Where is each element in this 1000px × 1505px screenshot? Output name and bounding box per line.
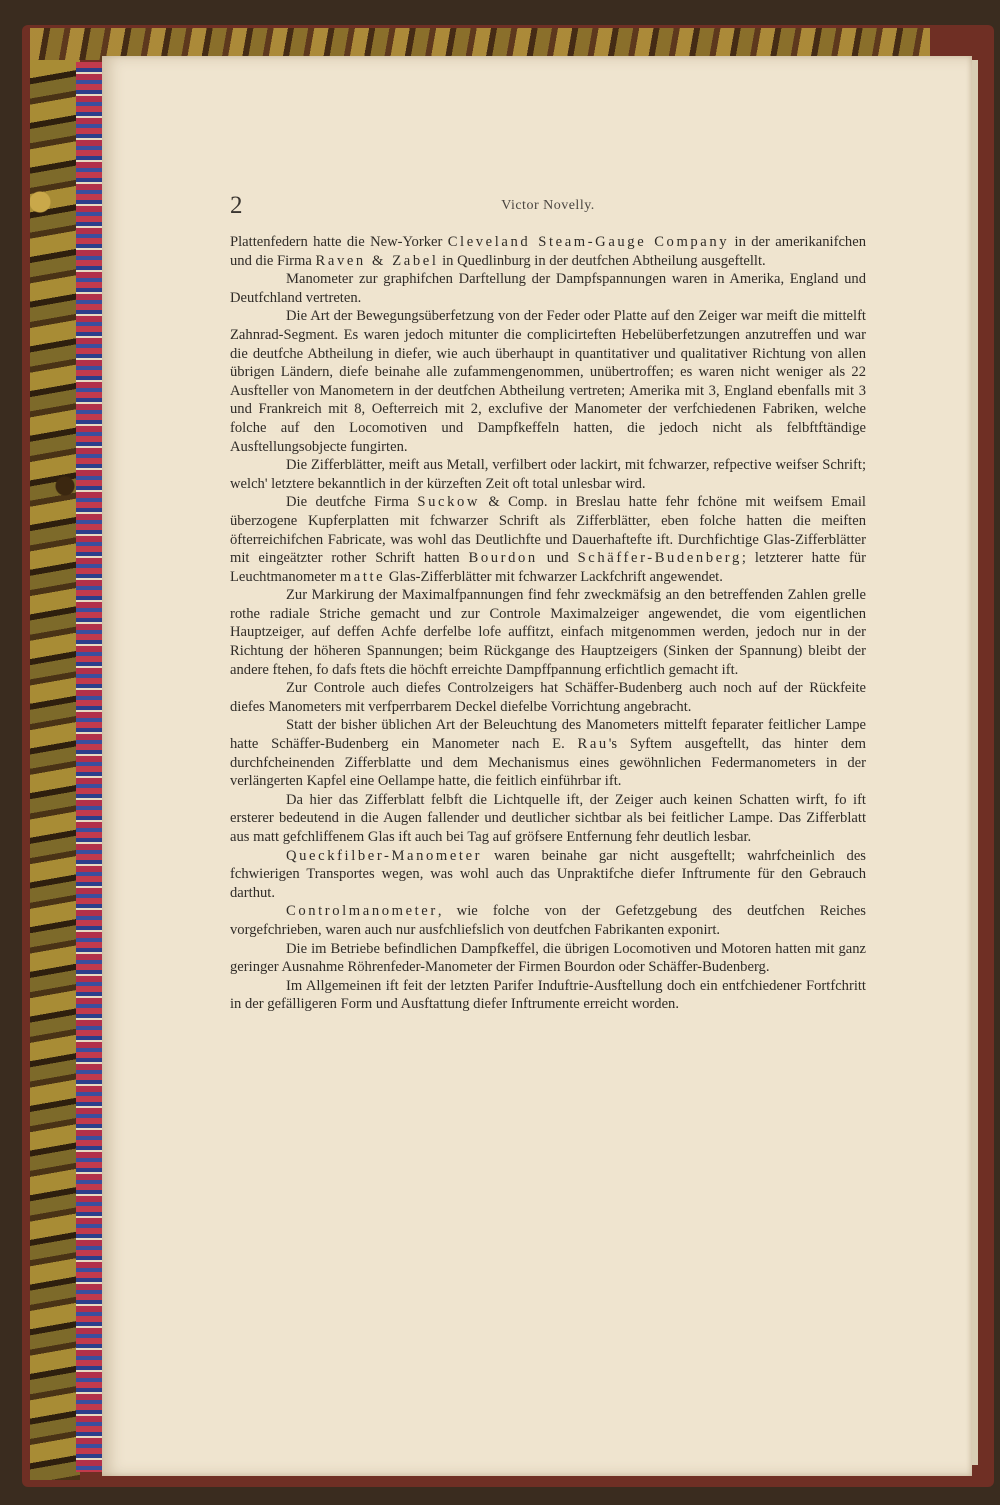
- text-segment: Die Zifferblätter, meift aus Metall, verfilbert oder lackirt, mit fchwarzer, refpective weifser Schrift; welch' letztere bekanntlich in der kürzeften Zeit oft total unlesbar wird.: [230, 457, 866, 492]
- paragraph: [230, 902, 866, 939]
- spaced-name: Schäffer-Budenberg: [577, 550, 742, 567]
- text-segment: Die deutfche Firma: [286, 494, 418, 511]
- page-edge: [972, 60, 978, 1465]
- text-segment: Plattenfedern hatte die New-Yorker: [230, 234, 448, 250]
- text-segment: Zur Controle auch diefes Controlzeigers hat Schäffer-Budenberg auch noch auf der Rückfeite diefes Manometers mit verfperrbarem Deckel diefelbe Vorrichtung angebracht.: [230, 680, 866, 715]
- paragraph: [230, 493, 866, 586]
- page-header: [230, 192, 866, 222]
- spaced-name: Rau: [577, 736, 609, 753]
- text-segment: Manometer zur graphifchen Darftellung der Dampfspannungen waren in Amerika, England und Deutfchland vertreten.: [230, 271, 866, 306]
- paragraph: [230, 456, 866, 493]
- text-segment: 's Syftem ausgeftellt, das hinter dem durchfcheinenden Zifferblatte und dem Mechanismus eines gewöhnlichen Federmanometers in der verlängerten Kapfel eine Oellampe hatte, die feitlich einführbar ift.: [230, 736, 866, 790]
- paragraph: [230, 233, 866, 270]
- marbled-spine-strip: [76, 62, 102, 1472]
- spaced-name: Raven & Zabel: [315, 252, 439, 269]
- text-segment: ; letzterer hatte für Leuchtmanometer: [230, 550, 867, 585]
- text-segment: & Comp. in Breslau hatte fehr fchöne mit weifsem Email überzogene Kupferplatten mit fchwarzer Schrift als Zifferblätter, eben folche hatten die meiften öfterreichifchen Fabricate, was wohl das Deutlichfte und Dauerhaftefte ift. Durchfichtige Glas-Zifferblätter mit eingeätzter rother Schrift hatten: [230, 494, 866, 567]
- marbled-endpaper: [30, 60, 80, 1480]
- running-head: Victor Novelly.: [501, 198, 595, 213]
- text-segment: in Quedlinburg in der deutfchen Abtheilung ausgeftellt.: [438, 252, 766, 269]
- spaced-name: matte: [339, 568, 386, 585]
- text-segment: und: [537, 550, 578, 567]
- text-segment: , wie folche von der Gefetzgebung des deutfchen Reiches vorgefchrieben, waren auch nur ausfchliefslich von deutfchen Fabrikanten exponirt.: [230, 903, 866, 938]
- spaced-name: Bourdon: [468, 550, 538, 567]
- paragraph: [230, 940, 866, 977]
- paragraph: [230, 270, 866, 307]
- text-segment: Die Art der Bewegungsüberfetzung von der Feder oder Platte auf den Zeiger war meift die mittelft Zahnrad-Segment. Es waren jedoch mitunter die complicirteften Hebelüberfetzungen anzutreffen und war die deutfche Abtheilung in diefer, wie auch überhaupt in quantitativer und qualitativer Richtung von allen übrigen Ländern, diefe beinahe alle zufammengenommen, unübertroffen; es waren nicht weniger als 22 Ausfteller von Manometern in der deutfchen Abtheilung vertreten; Amerika mit 3, England ebenfalls mit 3 und Frankreich mit 8, Oefterreich mit 2, exclufive der Manometer der verfchiedenen Fabriken, welche folche auf den Locomotiven und Dampfkeffeln hatten, die jedoch nicht als felbftftändige Ausftellungsobjecte fungirten.: [230, 308, 866, 455]
- paragraph: [230, 307, 866, 456]
- text-segment: Da hier das Zifferblatt felbft die Lichtquelle ift, der Zeiger auch keinen Schatten wirft, fo ift ersterer bedeutend in die Augen fallender und deutlicher sichtbar als bei feitlicher Lampe. Das Zifferblatt aus matt gefchliffenem Glas ift auch bei Tag auf gröfsere Entfernung fehr deutlich lesbar.: [230, 791, 866, 845]
- paragraph: [230, 716, 866, 790]
- text-segment: Im Allgemeinen ift feit der letzten Parifer Induftrie-Ausftellung doch ein entfchiedener Fortfchritt in der gefälligeren Form und Ausftattung diefer Inftrumente erreicht worden.: [230, 977, 866, 1013]
- text-segment: waren beinahe gar nicht ausgeftellt; wahrfcheinlich des fchwierigen Transportes wegen, was wohl auch das Unpraktifche diefer Inftrumente für den Gebrauch darthut.: [230, 847, 866, 901]
- paragraph: [230, 977, 866, 1014]
- spaced-name: Cleveland Steam-Gauge Company: [447, 234, 730, 250]
- text-segment: Glas-Zifferblätter mit fchwarzer Lackfchrift angewendet.: [385, 568, 723, 585]
- text-segment: Zur Markirung der Maximalfpannungen find fehr zweckmäfsig an den betreffenden Zahlen grelle rothe radiale Striche gemacht und zur Controle Maximalzeiger angewendet, die vom eigentlichen Hauptzeiger, auf deffen Achfe derfelbe lofe auffitzt, einfach mitgenommen werden, jedoch nur in der Richtung der höheren Spannungen; beim Rückgange des Hauptzeigers (Sinken der Spannung) bleibt der andere ftehen, fo dafs ftets die höchft erreichte Dampffpannung erfichtlich gemacht ift.: [230, 587, 866, 678]
- text-segment: in der amerikanifchen und die Firma: [230, 234, 867, 269]
- spaced-name: Controlmanometer: [286, 903, 438, 920]
- paragraph: [230, 679, 866, 716]
- spaced-name: Suckow: [417, 494, 481, 511]
- paragraph: [230, 586, 866, 679]
- paragraph: [230, 791, 866, 847]
- text-segment: Statt der bisher üblichen Art der Beleuchtung des Manometers mittelft feparater feitlicher Lampe hatte Schäffer-Budenberg ein Manometer nach E.: [230, 717, 866, 753]
- text-segment: Die im Betriebe befindlichen Dampfkeffel, die übrigen Locomotiven und Motoren hatten mit ganz geringer Ausnahme Röhrenfeder-Manometer der Firmen Bourdon oder Schäffer-Budenberg.: [230, 940, 866, 976]
- spaced-name: Queckfilber-Manometer: [286, 847, 483, 864]
- text-body: [230, 233, 866, 1014]
- page-number: 2: [230, 192, 243, 219]
- paragraph: [230, 847, 866, 903]
